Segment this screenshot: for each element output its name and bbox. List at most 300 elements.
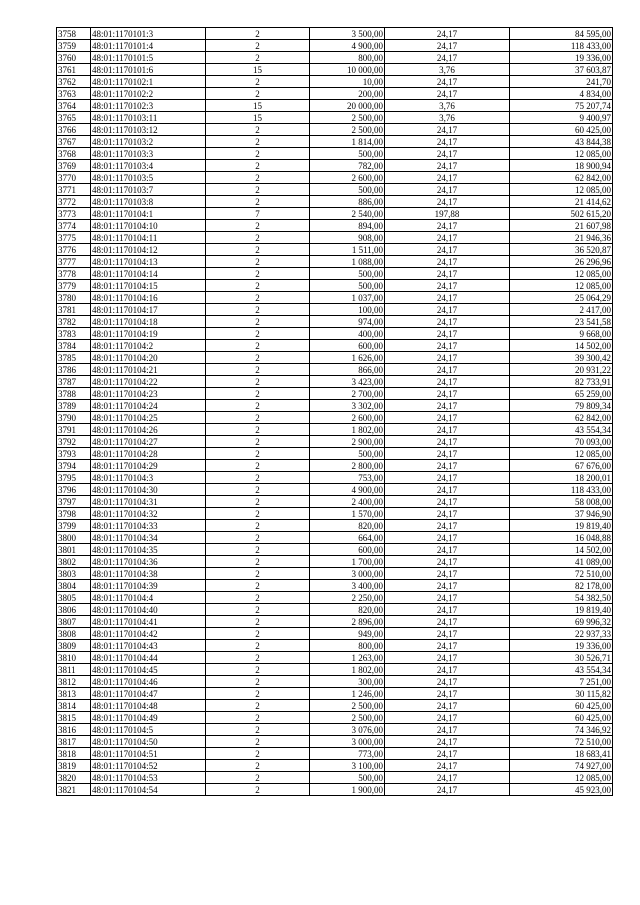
row-number-cell: 3799: [57, 520, 91, 532]
land-category-cell: 2: [206, 508, 310, 520]
area-value-cell: 1 088,00: [310, 256, 385, 268]
area-value-cell: 1 037,00: [310, 292, 385, 304]
cadastral-value-cell: 84 595,00: [510, 28, 613, 40]
area-value-cell: 500,00: [310, 268, 385, 280]
table-row: [57, 340, 613, 352]
row-number-cell: 3810: [57, 652, 91, 664]
row-number-cell: 3798: [57, 508, 91, 520]
table-row: [57, 496, 613, 508]
table-row: [57, 148, 613, 160]
land-category-cell: 2: [206, 436, 310, 448]
table-row: [57, 316, 613, 328]
table-row: [57, 244, 613, 256]
land-category-cell: 2: [206, 388, 310, 400]
table-row: [57, 352, 613, 364]
cadastral-number-cell: 48:01:1170104:17: [91, 304, 206, 316]
rate-value-cell: 24,17: [385, 220, 510, 232]
area-value-cell: 3 000,00: [310, 736, 385, 748]
land-category-cell: 2: [206, 736, 310, 748]
row-number-cell: 3763: [57, 88, 91, 100]
rate-value-cell: 24,17: [385, 280, 510, 292]
land-category-cell: 2: [206, 160, 310, 172]
land-category-cell: 2: [206, 412, 310, 424]
row-number-cell: 3765: [57, 112, 91, 124]
cadastral-value-cell: 70 093,00: [510, 436, 613, 448]
table-row: [57, 712, 613, 724]
rate-value-cell: 24,17: [385, 736, 510, 748]
table-row: [57, 556, 613, 568]
table-row: [57, 760, 613, 772]
cadastral-number-cell: 48:01:1170104:47: [91, 688, 206, 700]
rate-value-cell: 24,17: [385, 568, 510, 580]
table-row: [57, 28, 613, 40]
area-value-cell: 100,00: [310, 304, 385, 316]
row-number-cell: 3809: [57, 640, 91, 652]
rate-value-cell: 24,17: [385, 364, 510, 376]
cadastral-number-cell: 48:01:1170104:49: [91, 712, 206, 724]
cadastral-value-cell: 72 510,00: [510, 568, 613, 580]
cadastral-value-cell: 21 607,98: [510, 220, 613, 232]
area-value-cell: 2 540,00: [310, 208, 385, 220]
rate-value-cell: 24,17: [385, 580, 510, 592]
cadastral-value-cell: 19 819,40: [510, 520, 613, 532]
land-category-cell: 2: [206, 664, 310, 676]
row-number-cell: 3766: [57, 124, 91, 136]
row-number-cell: 3790: [57, 412, 91, 424]
land-category-cell: 15: [206, 100, 310, 112]
row-number-cell: 3779: [57, 280, 91, 292]
cadastral-number-cell: 48:01:1170104:34: [91, 532, 206, 544]
row-number-cell: 3778: [57, 268, 91, 280]
area-value-cell: 753,00: [310, 472, 385, 484]
land-category-cell: 2: [206, 496, 310, 508]
cadastral-number-cell: 48:01:1170103:3: [91, 148, 206, 160]
land-category-cell: 2: [206, 364, 310, 376]
land-category-cell: 2: [206, 172, 310, 184]
land-category-cell: 2: [206, 724, 310, 736]
cadastral-number-cell: 48:01:1170104:41: [91, 616, 206, 628]
rate-value-cell: 24,17: [385, 496, 510, 508]
rate-value-cell: 24,17: [385, 460, 510, 472]
cadastral-value-cell: 4 834,00: [510, 88, 613, 100]
area-value-cell: 200,00: [310, 88, 385, 100]
cadastral-value-cell: 18 683,41: [510, 748, 613, 760]
area-value-cell: 10,00: [310, 76, 385, 88]
cadastral-number-cell: 48:01:1170104:18: [91, 316, 206, 328]
row-number-cell: 3803: [57, 568, 91, 580]
land-category-cell: 2: [206, 40, 310, 52]
area-value-cell: 400,00: [310, 328, 385, 340]
table-row: [57, 652, 613, 664]
land-category-cell: 2: [206, 304, 310, 316]
area-value-cell: 773,00: [310, 748, 385, 760]
land-category-cell: 2: [206, 220, 310, 232]
table-row: [57, 544, 613, 556]
row-number-cell: 3788: [57, 388, 91, 400]
cadastral-number-cell: 48:01:1170104:22: [91, 376, 206, 388]
rate-value-cell: 24,17: [385, 172, 510, 184]
cadastral-value-cell: 45 923,00: [510, 784, 613, 796]
area-value-cell: 10 000,00: [310, 64, 385, 76]
row-number-cell: 3787: [57, 376, 91, 388]
land-category-cell: 2: [206, 628, 310, 640]
rate-value-cell: 24,17: [385, 784, 510, 796]
row-number-cell: 3800: [57, 532, 91, 544]
cadastral-number-cell: 48:01:1170104:3: [91, 472, 206, 484]
table-row: [57, 52, 613, 64]
cadastral-number-cell: 48:01:1170101:3: [91, 28, 206, 40]
row-number-cell: 3806: [57, 604, 91, 616]
area-value-cell: 3 100,00: [310, 760, 385, 772]
table-row: [57, 484, 613, 496]
row-number-cell: 3782: [57, 316, 91, 328]
table-row: [57, 196, 613, 208]
cadastral-value-cell: 67 676,00: [510, 460, 613, 472]
land-category-cell: 2: [206, 712, 310, 724]
land-category-cell: 2: [206, 52, 310, 64]
row-number-cell: 3791: [57, 424, 91, 436]
land-category-cell: 15: [206, 64, 310, 76]
rate-value-cell: 24,17: [385, 244, 510, 256]
rate-value-cell: 24,17: [385, 616, 510, 628]
rate-value-cell: 24,17: [385, 28, 510, 40]
table-row: [57, 616, 613, 628]
row-number-cell: 3771: [57, 184, 91, 196]
rate-value-cell: 24,17: [385, 232, 510, 244]
area-value-cell: 2 800,00: [310, 460, 385, 472]
area-value-cell: 4 900,00: [310, 484, 385, 496]
area-value-cell: 2 500,00: [310, 112, 385, 124]
table-row: [57, 604, 613, 616]
land-category-cell: 2: [206, 196, 310, 208]
land-category-cell: 2: [206, 88, 310, 100]
area-value-cell: 974,00: [310, 316, 385, 328]
area-value-cell: 3 423,00: [310, 376, 385, 388]
rate-value-cell: 24,17: [385, 196, 510, 208]
cadastral-value-cell: 16 048,88: [510, 532, 613, 544]
row-number-cell: 3785: [57, 352, 91, 364]
cadastral-value-cell: 41 089,00: [510, 556, 613, 568]
table-row: [57, 208, 613, 220]
area-value-cell: 20 000,00: [310, 100, 385, 112]
row-number-cell: 3769: [57, 160, 91, 172]
table-row: [57, 268, 613, 280]
table-row: [57, 460, 613, 472]
area-value-cell: 949,00: [310, 628, 385, 640]
cadastral-number-cell: 48:01:1170104:23: [91, 388, 206, 400]
row-number-cell: 3777: [57, 256, 91, 268]
rate-value-cell: 24,17: [385, 376, 510, 388]
cadastral-number-cell: 48:01:1170104:42: [91, 628, 206, 640]
land-category-cell: 2: [206, 484, 310, 496]
land-category-cell: 2: [206, 328, 310, 340]
row-number-cell: 3792: [57, 436, 91, 448]
cadastral-number-cell: 48:01:1170104:43: [91, 640, 206, 652]
land-category-cell: 2: [206, 520, 310, 532]
area-value-cell: 820,00: [310, 520, 385, 532]
cadastral-value-cell: 20 931,22: [510, 364, 613, 376]
cadastral-number-cell: 48:01:1170103:4: [91, 160, 206, 172]
table-row: [57, 532, 613, 544]
area-value-cell: 782,00: [310, 160, 385, 172]
rate-value-cell: 24,17: [385, 700, 510, 712]
cadastral-value-cell: 21 946,36: [510, 232, 613, 244]
table-row: [57, 436, 613, 448]
cadastral-number-cell: 48:01:1170104:40: [91, 604, 206, 616]
cadastral-number-cell: 48:01:1170104:16: [91, 292, 206, 304]
cadastral-number-cell: 48:01:1170104:33: [91, 520, 206, 532]
row-number-cell: 3817: [57, 736, 91, 748]
cadastral-value-cell: 62 842,00: [510, 412, 613, 424]
row-number-cell: 3795: [57, 472, 91, 484]
table-row: [57, 172, 613, 184]
land-category-cell: 2: [206, 544, 310, 556]
table-row: [57, 472, 613, 484]
rate-value-cell: 24,17: [385, 544, 510, 556]
table-row: [57, 688, 613, 700]
area-value-cell: 2 500,00: [310, 124, 385, 136]
rate-value-cell: 24,17: [385, 352, 510, 364]
cadastral-value-cell: 43 554,34: [510, 664, 613, 676]
rate-value-cell: 24,17: [385, 52, 510, 64]
area-value-cell: 1 570,00: [310, 508, 385, 520]
table-row: [57, 664, 613, 676]
table-row: [57, 100, 613, 112]
rate-value-cell: 24,17: [385, 412, 510, 424]
land-category-cell: 2: [206, 184, 310, 196]
cadastral-value-cell: 30 115,82: [510, 688, 613, 700]
row-number-cell: 3770: [57, 172, 91, 184]
cadastral-number-cell: 48:01:1170104:4: [91, 592, 206, 604]
table-row: [57, 448, 613, 460]
rate-value-cell: 24,17: [385, 88, 510, 100]
cadastral-number-cell: 48:01:1170101:6: [91, 64, 206, 76]
table-row: [57, 676, 613, 688]
table-row: [57, 628, 613, 640]
row-number-cell: 3801: [57, 544, 91, 556]
cadastral-number-cell: 48:01:1170104:32: [91, 508, 206, 520]
table-row: [57, 280, 613, 292]
cadastral-value-cell: 14 502,00: [510, 340, 613, 352]
row-number-cell: 3783: [57, 328, 91, 340]
rate-value-cell: 24,17: [385, 400, 510, 412]
rate-value-cell: 24,17: [385, 316, 510, 328]
cadastral-value-cell: 25 064,29: [510, 292, 613, 304]
cadastral-value-cell: 18 900,94: [510, 160, 613, 172]
row-number-cell: 3774: [57, 220, 91, 232]
cadastral-value-cell: 7 251,00: [510, 676, 613, 688]
table-row: [57, 292, 613, 304]
row-number-cell: 3816: [57, 724, 91, 736]
land-category-cell: 2: [206, 376, 310, 388]
land-category-cell: 2: [206, 532, 310, 544]
area-value-cell: 4 900,00: [310, 40, 385, 52]
land-category-cell: 2: [206, 316, 310, 328]
table-row: [57, 508, 613, 520]
land-category-cell: 2: [206, 604, 310, 616]
cadastral-number-cell: 48:01:1170104:24: [91, 400, 206, 412]
rate-value-cell: 24,17: [385, 340, 510, 352]
area-value-cell: 600,00: [310, 544, 385, 556]
rate-value-cell: 24,17: [385, 328, 510, 340]
table-row: [57, 388, 613, 400]
table-row: [57, 724, 613, 736]
rate-value-cell: 24,17: [385, 604, 510, 616]
table-row: [57, 328, 613, 340]
land-category-cell: 2: [206, 652, 310, 664]
area-value-cell: 820,00: [310, 604, 385, 616]
cadastral-value-cell: 62 842,00: [510, 172, 613, 184]
row-number-cell: 3820: [57, 772, 91, 784]
rate-value-cell: 24,17: [385, 532, 510, 544]
area-value-cell: 664,00: [310, 532, 385, 544]
cadastral-value-cell: 19 336,00: [510, 640, 613, 652]
table-row: [57, 88, 613, 100]
cadastral-value-cell: 30 526,71: [510, 652, 613, 664]
area-value-cell: 2 700,00: [310, 388, 385, 400]
rate-value-cell: 24,17: [385, 592, 510, 604]
table-row: [57, 736, 613, 748]
row-number-cell: 3794: [57, 460, 91, 472]
table-row: [57, 748, 613, 760]
cadastral-number-cell: 48:01:1170104:54: [91, 784, 206, 796]
table-row: [57, 592, 613, 604]
row-number-cell: 3767: [57, 136, 91, 148]
cadastral-number-cell: 48:01:1170104:31: [91, 496, 206, 508]
land-category-cell: 2: [206, 244, 310, 256]
land-category-cell: 2: [206, 760, 310, 772]
cadastral-number-cell: 48:01:1170104:52: [91, 760, 206, 772]
cadastral-value-cell: 60 425,00: [510, 700, 613, 712]
cadastral-value-cell: 60 425,00: [510, 712, 613, 724]
cadastral-value-cell: 36 520,87: [510, 244, 613, 256]
area-value-cell: 886,00: [310, 196, 385, 208]
area-value-cell: 908,00: [310, 232, 385, 244]
cadastral-value-cell: 65 259,00: [510, 388, 613, 400]
cadastral-number-cell: 48:01:1170104:44: [91, 652, 206, 664]
cadastral-value-cell: 23 541,58: [510, 316, 613, 328]
table-row: [57, 160, 613, 172]
row-number-cell: 3762: [57, 76, 91, 88]
cadastral-value-cell: 82 178,00: [510, 580, 613, 592]
land-category-cell: 2: [206, 28, 310, 40]
row-number-cell: 3815: [57, 712, 91, 724]
area-value-cell: 866,00: [310, 364, 385, 376]
land-category-cell: 2: [206, 448, 310, 460]
cadastral-number-cell: 48:01:1170104:13: [91, 256, 206, 268]
area-value-cell: 1 511,00: [310, 244, 385, 256]
cadastral-value-cell: 37 946,90: [510, 508, 613, 520]
cadastral-number-cell: 48:01:1170103:7: [91, 184, 206, 196]
rate-value-cell: 24,17: [385, 628, 510, 640]
area-value-cell: 2 900,00: [310, 436, 385, 448]
table-row: [57, 112, 613, 124]
cadastral-number-cell: 48:01:1170103:12: [91, 124, 206, 136]
rate-value-cell: 24,17: [385, 136, 510, 148]
cadastral-number-cell: 48:01:1170104:39: [91, 580, 206, 592]
cadastral-value-cell: 79 809,34: [510, 400, 613, 412]
area-value-cell: 894,00: [310, 220, 385, 232]
area-value-cell: 2 600,00: [310, 412, 385, 424]
cadastral-number-cell: 48:01:1170104:36: [91, 556, 206, 568]
cadastral-value-cell: 60 425,00: [510, 124, 613, 136]
row-number-cell: 3819: [57, 760, 91, 772]
cadastral-value-cell: 74 927,00: [510, 760, 613, 772]
table-row: [57, 568, 613, 580]
cadastral-number-cell: 48:01:1170103:2: [91, 136, 206, 148]
area-value-cell: 300,00: [310, 676, 385, 688]
cadastral-value-cell: 12 085,00: [510, 772, 613, 784]
cadastral-value-cell: 37 603,87: [510, 64, 613, 76]
area-value-cell: 2 600,00: [310, 172, 385, 184]
cadastral-number-cell: 48:01:1170104:25: [91, 412, 206, 424]
cadastral-value-cell: 43 554,34: [510, 424, 613, 436]
land-category-cell: 2: [206, 568, 310, 580]
rate-value-cell: 24,17: [385, 712, 510, 724]
cadastral-number-cell: 48:01:1170101:4: [91, 40, 206, 52]
cadastral-number-cell: 48:01:1170104:20: [91, 352, 206, 364]
cadastral-number-cell: 48:01:1170104:51: [91, 748, 206, 760]
rate-value-cell: 24,17: [385, 724, 510, 736]
rate-value-cell: 24,17: [385, 124, 510, 136]
cadastral-number-cell: 48:01:1170104:53: [91, 772, 206, 784]
cadastral-number-cell: 48:01:1170104:14: [91, 268, 206, 280]
row-number-cell: 3759: [57, 40, 91, 52]
cadastral-number-cell: 48:01:1170104:30: [91, 484, 206, 496]
cadastral-value-cell: 72 510,00: [510, 736, 613, 748]
area-value-cell: 500,00: [310, 184, 385, 196]
cadastral-value-cell: 75 207,74: [510, 100, 613, 112]
cadastral-value-cell: 18 200,01: [510, 472, 613, 484]
rate-value-cell: 24,17: [385, 256, 510, 268]
row-number-cell: 3780: [57, 292, 91, 304]
rate-value-cell: 24,17: [385, 424, 510, 436]
cadastral-value-cell: 118 433,00: [510, 484, 613, 496]
rate-value-cell: 24,17: [385, 664, 510, 676]
row-number-cell: 3775: [57, 232, 91, 244]
table-row: [57, 640, 613, 652]
rate-value-cell: 24,17: [385, 652, 510, 664]
cadastral-number-cell: 48:01:1170104:5: [91, 724, 206, 736]
row-number-cell: 3773: [57, 208, 91, 220]
rate-value-cell: 24,17: [385, 676, 510, 688]
area-value-cell: 3 000,00: [310, 568, 385, 580]
table-row: [57, 784, 613, 796]
cadastral-value-cell: 12 085,00: [510, 280, 613, 292]
cadastral-number-cell: 48:01:1170104:29: [91, 460, 206, 472]
row-number-cell: 3784: [57, 340, 91, 352]
table-row: [57, 232, 613, 244]
table-row: [57, 184, 613, 196]
area-value-cell: 2 400,00: [310, 496, 385, 508]
land-category-cell: 2: [206, 580, 310, 592]
row-number-cell: 3772: [57, 196, 91, 208]
land-category-cell: 2: [206, 136, 310, 148]
cadastral-number-cell: 48:01:1170102:1: [91, 76, 206, 88]
area-value-cell: 3 500,00: [310, 28, 385, 40]
area-value-cell: 800,00: [310, 640, 385, 652]
cadastral-number-cell: 48:01:1170104:15: [91, 280, 206, 292]
table-row: [57, 136, 613, 148]
rate-value-cell: 3,76: [385, 100, 510, 112]
area-value-cell: 1 263,00: [310, 652, 385, 664]
land-category-cell: 2: [206, 772, 310, 784]
row-number-cell: 3804: [57, 580, 91, 592]
row-number-cell: 3805: [57, 592, 91, 604]
land-category-cell: 2: [206, 616, 310, 628]
cadastral-number-cell: 48:01:1170104:19: [91, 328, 206, 340]
area-value-cell: 2 500,00: [310, 700, 385, 712]
